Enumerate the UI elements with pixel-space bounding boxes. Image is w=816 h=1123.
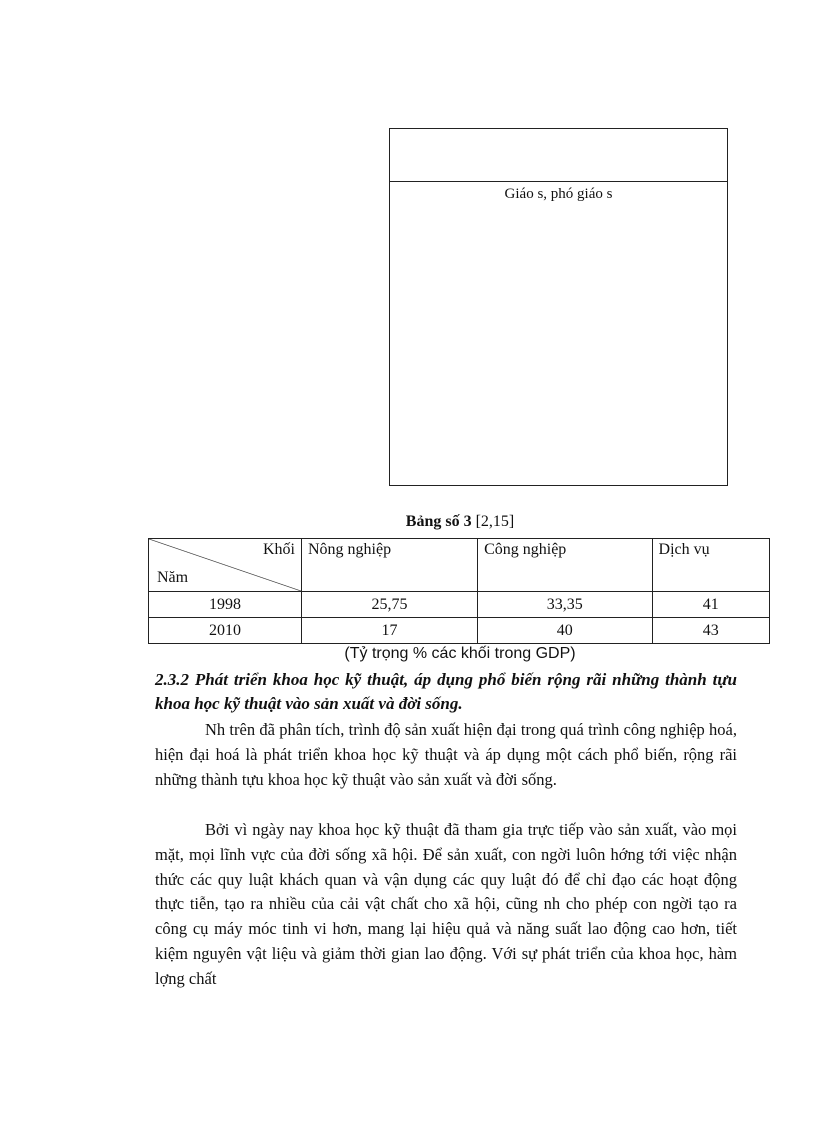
cell-industry: 33,35 xyxy=(478,592,652,618)
row-year: 1998 xyxy=(149,592,302,618)
column-header-services: Dịch vụ xyxy=(652,539,769,592)
table-row xyxy=(149,618,770,644)
table-row xyxy=(149,592,770,618)
cell-industry: 40 xyxy=(478,618,652,644)
cell-services: 43 xyxy=(652,618,769,644)
figure-box xyxy=(389,128,728,486)
corner-label-sector: Khối xyxy=(263,541,295,558)
section-heading: 2.3.2 Phát triển khoa học kỹ thuật, áp dụng phổ biến rộng rãi những thành tựu khoa học kỹ thuật vào sản xuất và đời sống. xyxy=(155,670,737,713)
table-title xyxy=(150,513,770,531)
cell-services: 41 xyxy=(652,592,769,618)
body-paragraph: Nh trên đã phân tích, trình độ sản xuất hiện đại trong quá trình công nghiệp hoá, hiện đại hoá là phát triển khoa học kỹ thuật và áp dụng một cách phổ biến, rộng rãi những thành tựu khoa học kỹ thuật vào sản xuất và đời sống. xyxy=(155,720,737,789)
figure-box-divider xyxy=(390,181,727,182)
column-header-industry: Công nghiệp xyxy=(478,539,652,592)
corner-label-year: Năm xyxy=(157,569,189,586)
table-corner-cell xyxy=(149,539,302,592)
table-title-reference: [2,15] xyxy=(471,513,515,530)
row-year: 2010 xyxy=(149,618,302,644)
figure-box-label: Giáo s, phó giáo s xyxy=(504,186,613,202)
column-header-agriculture: Nông nghiệp xyxy=(302,539,478,592)
cell-agriculture: 17 xyxy=(302,618,478,644)
gdp-share-table xyxy=(148,538,770,644)
cell-agriculture: 25,75 xyxy=(302,592,478,618)
table-title-number: Bảng số 3 xyxy=(405,513,472,530)
table-caption: (Tỷ trọng % các khối trong GDP) xyxy=(344,645,576,662)
body-paragraph: Bởi vì ngày nay khoa học kỹ thuật đã tham gia trực tiếp vào sản xuất, vào mọi mặt, mọi lĩnh vực của đời sống xã hội. Để sản xuất, con ngời luôn hớng tới việc nhận thức các quy luật khách quan và vận dụng các quy luật đó để chỉ đạo các hoạt động thực tiễn, tạo ra nhiều của cải vật chất cho xã hội, cũng nh cho phép con ngời tạo ra công cụ máy móc tinh vi hơn, mang lại hiệu quả và năng suất lao động cao hơn, tiết kiệm nguyên vật liệu và giảm thời gian lao động. Với sự phát triển của khoa học, hàm lợng chất xyxy=(155,820,737,988)
table-header-row xyxy=(149,539,770,592)
